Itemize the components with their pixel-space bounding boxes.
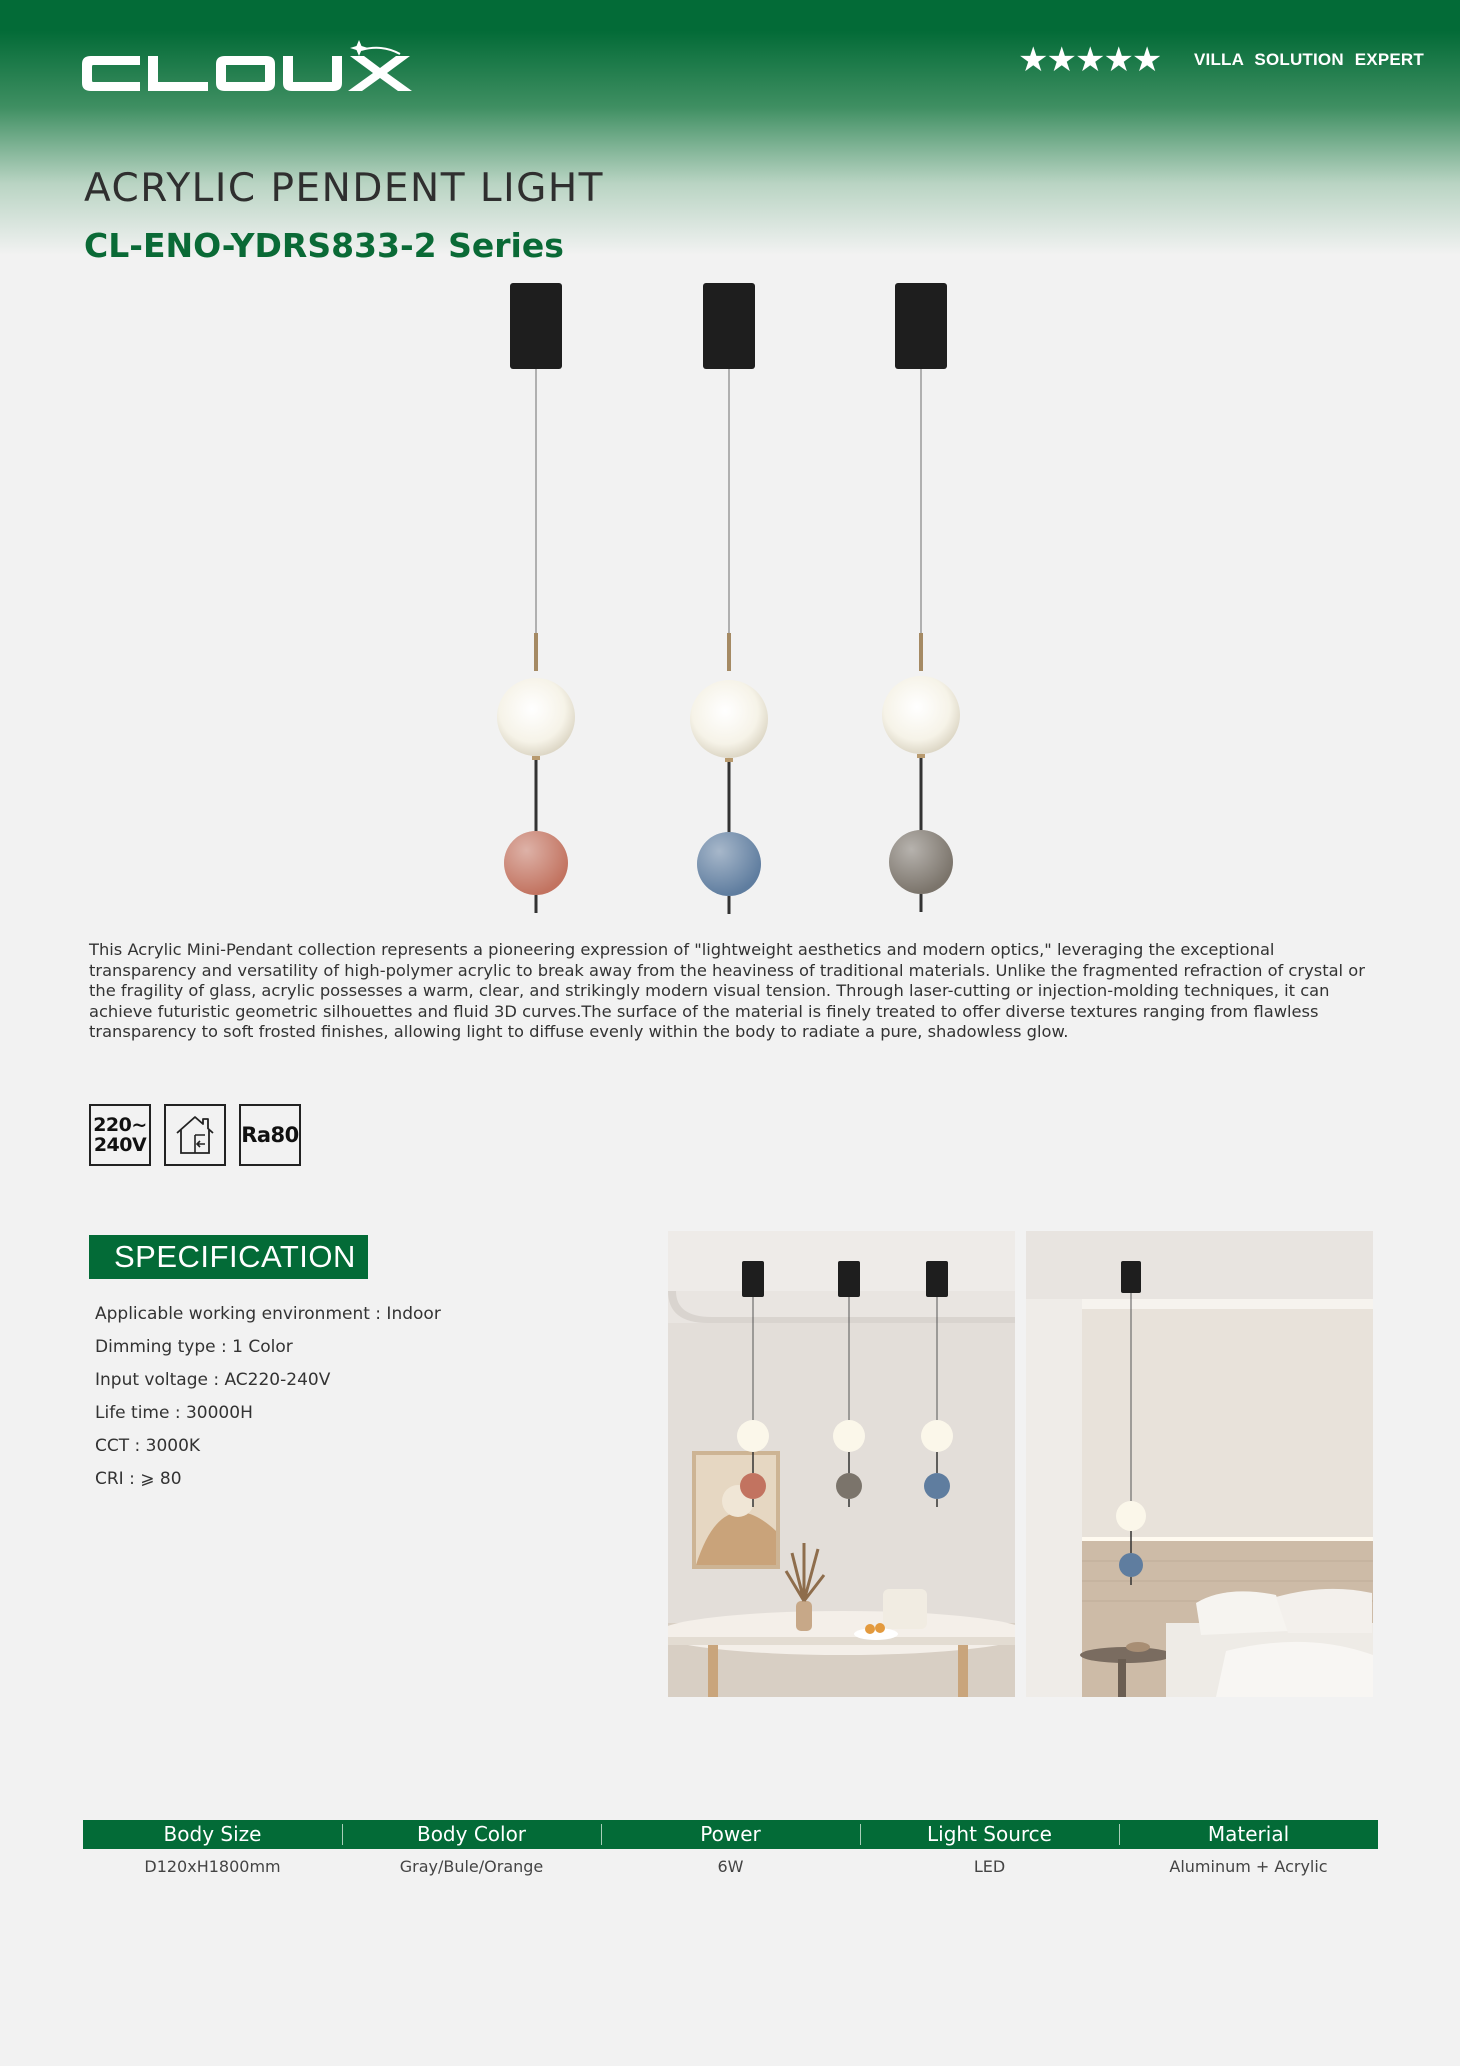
column-header-light-source: Light Source (860, 1820, 1119, 1849)
spec-item: CRI : ⩾ 80 (95, 1469, 182, 1489)
spec-item: Life time : 30000H (95, 1403, 253, 1423)
cell-power: 6W (717, 1857, 744, 1876)
header-band (0, 0, 1460, 255)
column-header-body-color: Body Color (342, 1820, 601, 1849)
brand-logo (82, 40, 438, 102)
voltage-badge-line2: 240V (93, 1134, 147, 1156)
voltage-badge (89, 1104, 151, 1166)
product-description: This Acrylic Mini-Pendant collection represents a pioneering expression of "lightweight aesthetics and modern optics," leveraging the exceptional transparency and versatility of high-polymer acrylic to break away from the heaviness of traditional materials. Unlike the fragmented refraction of crystal or the fragility of glass, acrylic possesses a warm, clear, and strikingly modern visual tension. Through laser-cutting or injection-molding techniques, it can achieve futuristic geometric silhouettes and fluid 3D curves.The surface of the material is finely treated to offer diverse textures ranging from flawless transparency to soft frosted finishes, allowing light to diffuse evenly within the body to radiate a pure, shadowless glow. (89, 940, 1365, 1042)
column-header-body-size: Body Size (163, 1822, 262, 1846)
rating-stars: ★★★★★ (1018, 40, 1161, 80)
pendant-orange (497, 283, 575, 913)
voltage-badge-line1: 220~ (93, 1114, 147, 1136)
cell-body-color: Gray/Bule/Orange (399, 1857, 544, 1876)
table-row (83, 1856, 1378, 1878)
specification-list (95, 1303, 441, 1501)
cell-material: Aluminum + Acrylic (1169, 1857, 1328, 1876)
spec-item: CCT : 3000K (95, 1436, 201, 1456)
cri-badge: Ra80 (239, 1104, 301, 1166)
spec-item: Applicable working environment : Indoor (95, 1304, 441, 1324)
pendant-blue (690, 283, 768, 914)
specification-heading: SPECIFICATION (89, 1235, 368, 1279)
bedroom-photo (1026, 1231, 1373, 1697)
cell-body-size: D120xH1800mm (144, 1857, 281, 1876)
dining-room-photo (668, 1231, 1015, 1697)
column-header-power: Power (601, 1820, 860, 1849)
indoor-badge (164, 1104, 226, 1166)
series-name: CL-ENO-YDRS833-2 Series (84, 226, 564, 265)
page-title: ACRYLIC PENDENT LIGHT (84, 166, 605, 211)
pendant-gray (882, 283, 960, 912)
cell-light-source: LED (973, 1857, 1006, 1876)
product-hero-image (480, 278, 980, 918)
spec-item: Input voltage : AC220-240V (95, 1370, 331, 1390)
indoor-house-icon (171, 1111, 219, 1159)
column-header-material: Material (1119, 1820, 1378, 1849)
brand-tagline: VILLA SOLUTION EXPERT (1194, 50, 1424, 69)
product-table-header (83, 1820, 1378, 1849)
spec-item: Dimming type : 1 Color (95, 1337, 293, 1357)
